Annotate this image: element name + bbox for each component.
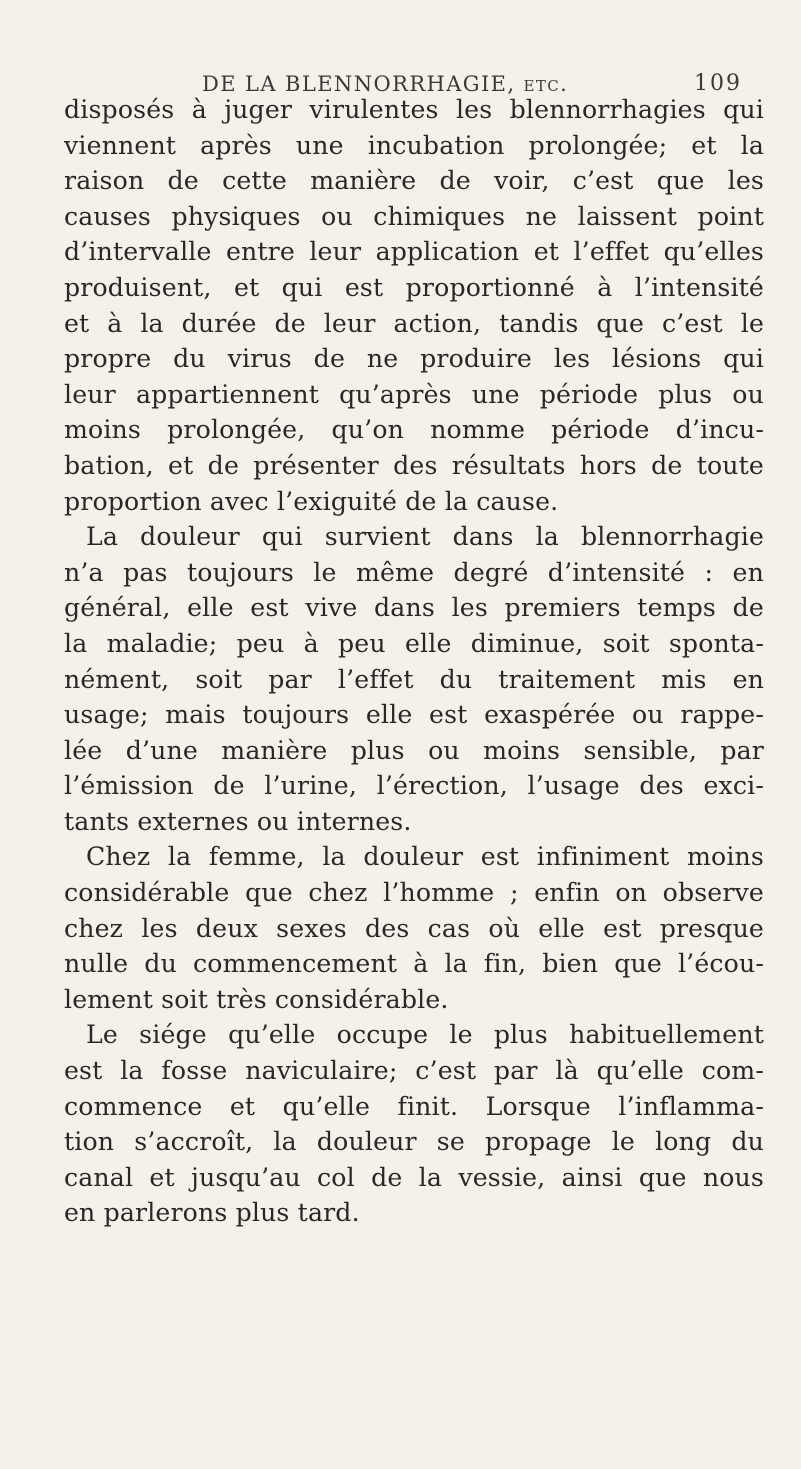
text-line-paragraph-end: tants externes ou internes.	[64, 806, 412, 836]
text-line-paragraph-start: Chez la femme, la douleur est infiniment moins	[86, 842, 764, 872]
text-line: disposés à juger virulentes les blennorrhagies qui	[64, 95, 764, 124]
text-line: canal et jusqu’au col de la vessie, ainsi que nous	[64, 1162, 764, 1192]
text-line: propre du virus de ne produire les lésions qui	[64, 344, 764, 374]
text-line-paragraph-end: lement soit très considérable.	[64, 984, 449, 1014]
text-line: produisent, et qui est proportionné à l’intensité	[64, 272, 764, 302]
text-line: chez les deux sexes des cas où elle est presque	[64, 913, 764, 943]
text-line: bation, et de présenter des résultats hors de toute	[64, 450, 764, 480]
page-number: 109	[694, 71, 742, 96]
text-line-paragraph-start: Le siége qu’elle occupe le plus habituellement	[86, 1020, 764, 1050]
text-line: n’a pas toujours le même degré d’intensité : en	[64, 557, 764, 587]
text-line: et à la durée de leur action, tandis que c’est le	[64, 308, 764, 338]
text-line: l’émission de l’urine, l’érection, l’usage des exci-	[64, 771, 764, 801]
text-line: raison de cette manière de voir, c’est que les	[64, 166, 764, 196]
text-line: viennent après une incubation prolongée; et la	[64, 130, 764, 160]
text-line: est la fosse naviculaire; c’est par là qu’elle com-	[64, 1056, 764, 1086]
text-line: causes physiques ou chimiques ne laissent point	[64, 201, 764, 231]
running-title: DE LA BLENNORRHAGIE, etc.	[202, 72, 569, 96]
text-line: tion s’accroît, la douleur se propage le long du	[64, 1127, 764, 1157]
text-line: leur appartiennent qu’après une période plus ou	[64, 379, 764, 409]
text-line: d’intervalle entre leur application et l’effet qu’elles	[64, 237, 764, 267]
text-line: la maladie; peu à peu elle diminue, soit sponta-	[64, 628, 764, 658]
text-line: nément, soit par l’effet du traitement mis en	[64, 664, 764, 694]
text-line-paragraph-end: en parlerons plus tard.	[64, 1198, 360, 1228]
text-line: nulle du commencement à la fin, bien que l’écou-	[64, 949, 764, 979]
text-line: usage; mais toujours elle est exaspérée ou rappe-	[64, 700, 764, 730]
text-line: considérable que chez l’homme ; enfin on observe	[64, 878, 764, 908]
text-line: commence et qu’elle finit. Lorsque l’inflamma-	[64, 1091, 764, 1121]
text-line-paragraph-end: proportion avec l’exiguité de la cause.	[64, 486, 559, 516]
text-line: lée d’une manière plus ou moins sensible, par	[64, 735, 764, 765]
text-line: moins prolongée, qu’on nomme période d’incu-	[64, 415, 764, 445]
body-text	[64, 92, 764, 1231]
text-line-paragraph-start: La douleur qui survient dans la blennorrhagie	[86, 522, 764, 552]
text-line: général, elle est vive dans les premiers temps de	[64, 593, 764, 623]
